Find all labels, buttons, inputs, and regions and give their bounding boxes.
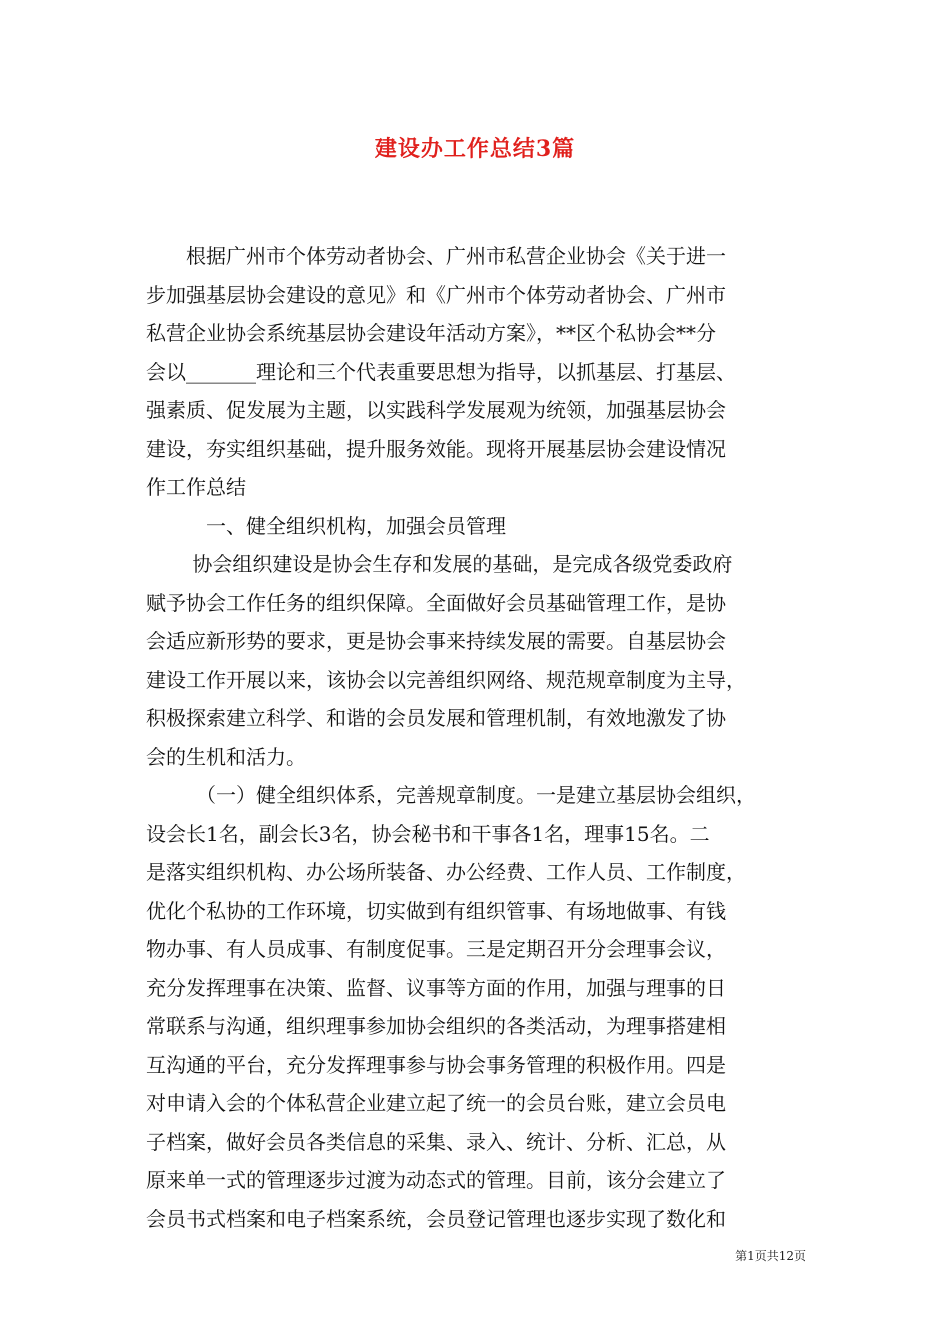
- text-line: 物办事、有人员成事、有制度促事。三是定期召开分会理事会议，: [146, 937, 726, 961]
- text-line: 常联系与沟通，组织理事参加协会组织的各类活动，为理事搭建相: [146, 1014, 726, 1038]
- text-line: 优化个私协的工作环境，切实做到有组织管事、有场地做事、有钱: [146, 898, 726, 923]
- text-line: 私营企业协会系统基层协会建设年活动方案》，**区个私协会**分: [146, 321, 716, 345]
- text-line: 互沟通的平台，充分发挥理事参与协会事务管理的积极作用。四是: [146, 1052, 726, 1077]
- page-number-footer: 第1页共12页: [735, 1249, 806, 1263]
- text-line: 会员书式档案和电子档案系统，会员登记管理也逐步实现了数化和: [146, 1206, 726, 1231]
- text-line: 协会组织建设是协会生存和发展的基础，是完成各级党委政府: [146, 552, 733, 576]
- text-line: （一）健全组织体系，完善规章制度。一是建立基层协会组织，: [146, 783, 756, 807]
- document-body: [146, 237, 810, 1238]
- section-heading: 一、健全组织机构，加强会员管理: [146, 513, 506, 538]
- text-line: 建设，夯实组织基础，提升服务效能。现将开展基层协会建设情况: [146, 436, 726, 461]
- text-line: 步加强基层协会建设的意见》和《广州市个体劳动者协会、广州市: [146, 282, 726, 307]
- text-line: 根据广州市个体劳动者协会、广州市私营企业协会《关于进一: [146, 244, 726, 268]
- text-line: 会以_______理论和三个代表重要思想为指导，以抓基层、打基层、: [146, 359, 736, 384]
- text-line: 赋予协会工作任务的组织保障。全面做好会员基础管理工作，是协: [146, 590, 726, 615]
- page-title: 建设办工作总结3篇: [374, 136, 576, 162]
- text-line: 充分发挥理事在决策、监督、议事等方面的作用，加强与理事的日: [146, 975, 726, 1000]
- text-line: 会适应新形势的要求，更是协会事来持续发展的需要。自基层协会: [146, 629, 726, 653]
- text-line: 设会长1名，副会长3名，协会秘书和干事各1名，理事15名。二: [146, 821, 710, 846]
- text-line: 会的生机和活力。: [146, 744, 306, 769]
- text-line: 原来单一式的管理逐步过渡为动态式的管理。目前，该分会建立了: [146, 1168, 726, 1192]
- text-line: 建设工作开展以来，该协会以完善组织网络、规范规章制度为主导，: [146, 667, 746, 692]
- text-line: 是落实组织机构、办公场所装备、办公经费、工作人员、工作制度，: [146, 860, 746, 884]
- text-line: 作工作总结: [146, 475, 246, 499]
- text-line: 积极探索建立科学、和谐的会员发展和管理机制，有效地激发了协: [146, 706, 726, 730]
- text-line: 子档案，做好会员各类信息的采集、录入、统计、分析、汇总，从: [146, 1129, 726, 1154]
- text-line: 对申请入会的个体私营企业建立起了统一的会员台账，建立会员电: [146, 1091, 726, 1115]
- text-line: 强素质、促发展为主题，以实践科学发展观为统领，加强基层协会: [146, 398, 726, 422]
